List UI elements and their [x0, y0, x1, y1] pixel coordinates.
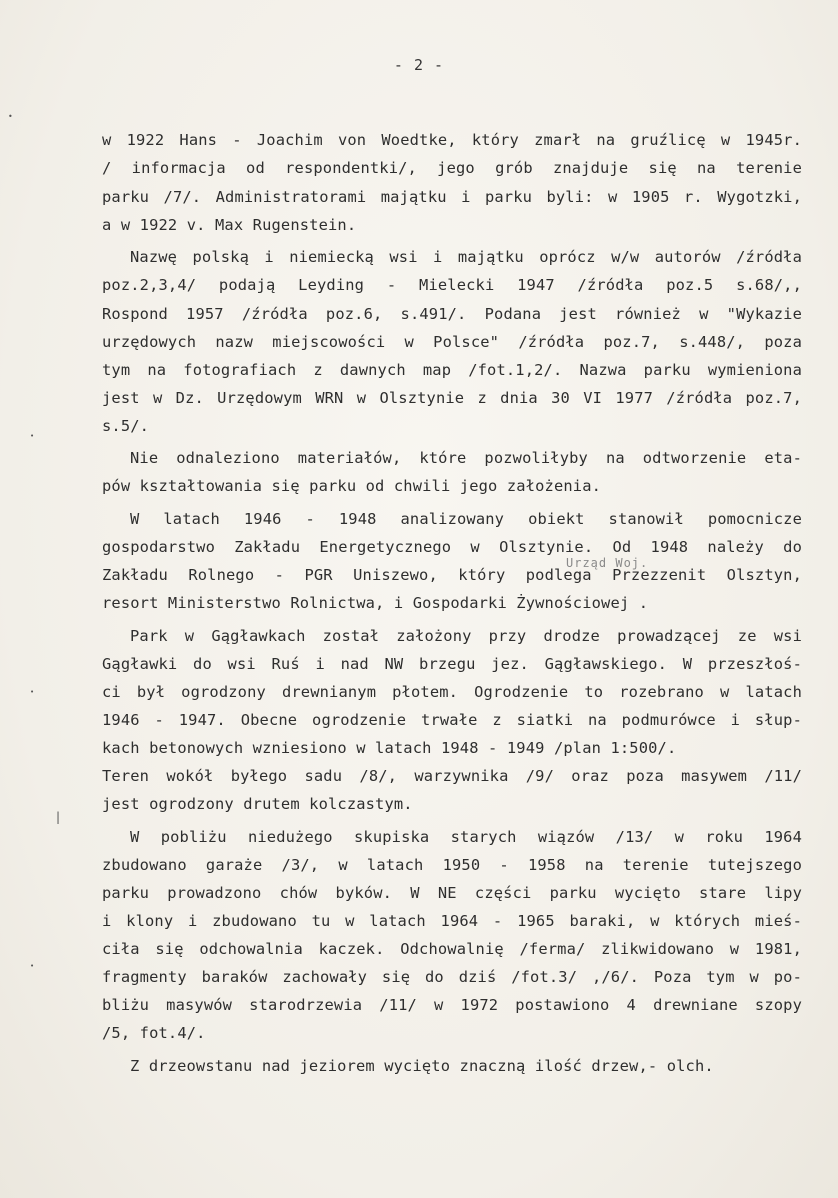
text-line: w 1922 Hans - Joachim von Woedtke, który zmarł na gruźlicę w 1945r.: [102, 131, 802, 149]
margin-dot: •: [30, 962, 35, 970]
text-line: ciła się odchowalnia kaczek. Odchowalnię /ferma/ zlikwidowano w 1981,: [102, 940, 802, 958]
text-line: /5, fot.4/.: [102, 1024, 206, 1042]
text-line: Rospond 1957 /źródła poz.6, s.491/. Podana jest również w "Wykazie: [102, 305, 802, 323]
text-line: ci był ogrodzony drewnianym płotem. Ogrodzenie to rozebrano w latach: [102, 683, 802, 701]
text-line: parku prowadzono chów byków. W NE części parku wycięto stare lipy: [102, 884, 802, 902]
faded-stamp: Urząd Woj.: [566, 556, 649, 570]
text-line: jest w Dz. Urzędowym WRN w Olsztynie z dnia 30 VI 1977 /źródła poz.7,: [102, 389, 802, 407]
text-line: W latach 1946 - 1948 analizowany obiekt stanowił pomocnicze: [130, 510, 802, 528]
text-line: s.5/.: [102, 417, 150, 435]
text-line: kach betonowych wzniesiono w latach 1948 - 1949 /plan 1:500/.: [102, 739, 677, 757]
text-line: resort Ministerstwo Rolnictwa, i Gospodarki Żywnościowej .: [102, 594, 649, 612]
text-line: Nazwę polską i niemiecką wsi i majątku oprócz w/w autorów /źródła: [130, 248, 802, 266]
text-line: Zakładu Rolnego - PGR Uniszewo, który podlega Przezzenit Olsztyn,: [102, 566, 802, 584]
text-line: pów kształtowania się parku od chwili jego założenia.: [102, 477, 602, 495]
text-line: a w 1922 v. Max Rugenstein.: [102, 216, 357, 234]
text-line: tym na fotografiach z dawnych map /fot.1,2/. Nazwa parku wymieniona: [102, 361, 802, 379]
text-line: Park w Gągławkach został założony przy drodze prowadzącej ze wsi: [130, 627, 802, 645]
margin-tick: |: [56, 810, 61, 824]
text-line: Z drzeowstanu nad jeziorem wycięto znaczną ilość drzew,- olch.: [130, 1057, 714, 1075]
text-line: i klony i zbudowano tu w latach 1964 - 1965 baraki, w których mieś-: [102, 912, 802, 930]
margin-dot: •: [8, 112, 13, 121]
text-line: Teren wokół byłego sadu /8/, warzywnika /9/ oraz poza masywem /11/: [102, 767, 802, 785]
text-line: poz.2,3,4/ podają Leyding - Mielecki 1947 /źródła poz.5 s.68/,,: [102, 276, 802, 294]
text-line: bliżu masywów starodrzewia /11/ w 1972 postawiono 4 drewniane szopy: [102, 996, 802, 1014]
text-line: W pobliżu niedużego skupiska starych wiązów /13/ w roku 1964: [130, 828, 802, 846]
margin-dot: •: [30, 432, 35, 440]
text-line: gospodarstwo Zakładu Energetycznego w Olsztynie. Od 1948 należy do: [102, 538, 802, 556]
text-line: jest ogrodzony drutem kolczastym.: [102, 795, 413, 813]
text-line: parku /7/. Administratorami majątku i parku byli: w 1905 r. Wygotzki,: [102, 188, 802, 206]
page-number: - 2 -: [393, 56, 445, 74]
text-line: / informacja od respondentki/, jego grób znajduje się na terenie: [102, 159, 802, 177]
text-line: fragmenty baraków zachowały się do dziś /fot.3/ ,/6/. Poza tym w po-: [102, 968, 802, 986]
text-line: urzędowych nazw miejscowości w Polsce" /źródła poz.7, s.448/, poza: [102, 333, 802, 351]
text-line: zbudowano garaże /3/, w latach 1950 - 1958 na terenie tutejszego: [102, 856, 802, 874]
text-line: 1946 - 1947. Obecne ogrodzenie trwałe z siatki na podmurówce i słup-: [102, 711, 802, 729]
margin-dot: •: [30, 688, 35, 696]
text-line: Nie odnaleziono materiałów, które pozwoliłyby na odtworzenie eta-: [130, 449, 802, 467]
text-line: Gągławki do wsi Ruś i nad NW brzegu jez. Gągławskiego. W przeszłoś-: [102, 655, 802, 673]
